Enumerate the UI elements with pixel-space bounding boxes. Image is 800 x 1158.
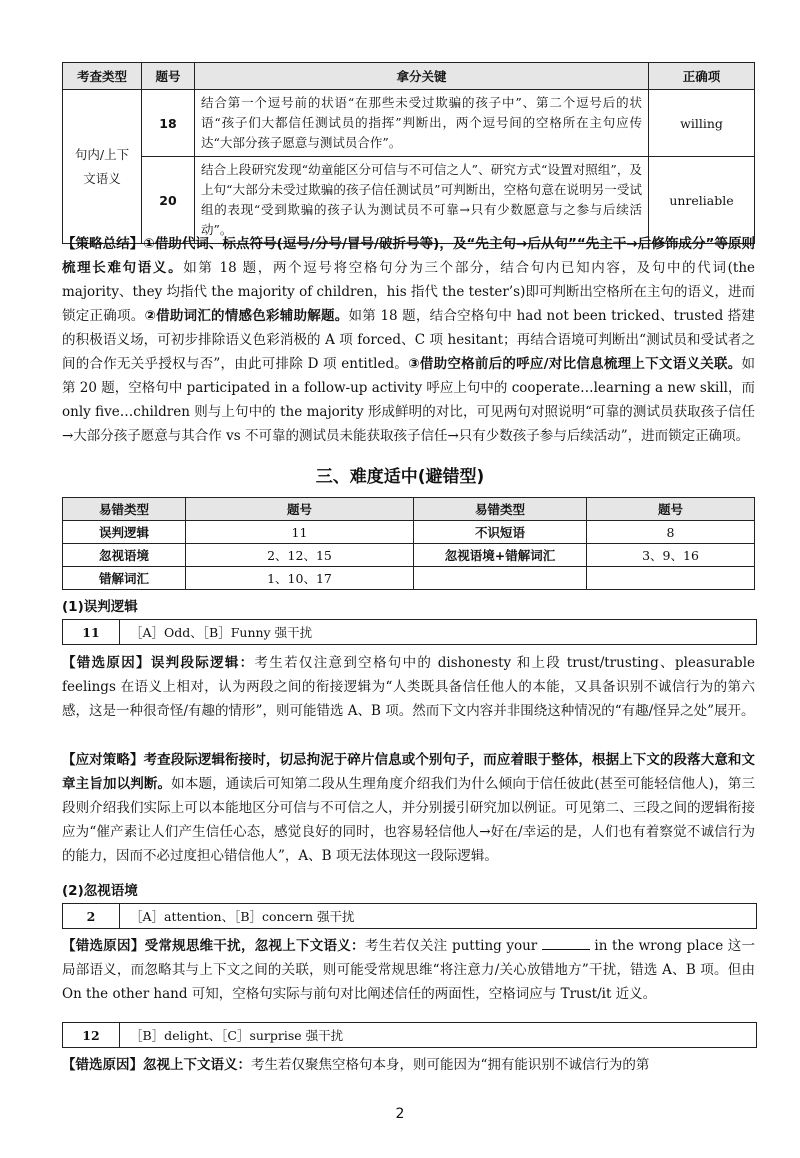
col-header: 题号 [186, 498, 414, 521]
cell [414, 567, 587, 590]
col-header: 易错类型 [414, 498, 587, 521]
strategy-point-2: ②借助词汇的情感色彩辅助解题。 [144, 308, 349, 324]
strategy-text-1: 如第 18 题，两个逗号将空格句分为三个部分，结合句内已知内容，及句中的代词(the majority、they 均指代 the majority of children，his 指代 the tester’s)即可判断出空格所在主句的语义，进而锁定正确项。 [62, 260, 755, 324]
key-text: 结合第一个逗号前的状语“在那些未受过欺骗的孩子中”、第二个逗号后的状语“孩子们大都信任测试员的指挥”判断出，两个逗号间的空格所在主句应传达“大部分孩子愿意与测试员合作”。 [195, 90, 649, 157]
reason-label: 【错选原因】 [62, 655, 151, 671]
reason-text: 考生若仅聚焦空格句本身，则可能因为“拥有能识别不诚信行为的第 [251, 1057, 650, 1073]
question-num: 18 [142, 90, 195, 157]
strategy-label: 【策略总结】 [62, 236, 144, 252]
strategy-paragraph [62, 748, 755, 868]
question-box [62, 619, 757, 645]
strategy-heading: 考查段际逻辑衔接时，切忌拘泥于碎片信息或个别句子，而应着眼于整体，根据上下文的段落大意和文章主旨加以判断。 [62, 752, 756, 792]
question-num: 12 [63, 1023, 120, 1047]
reason-paragraph [62, 651, 755, 723]
reason-label: 【错选原因】 [62, 938, 145, 954]
error-type-table [62, 497, 755, 590]
cell: 3、9、16 [587, 544, 755, 567]
reason-text-b: in the wrong place 这一局部语义，而忽略其与上下文之间的关联，则可能受常规思维“将注意力/关心放错地方”干扰，错选 A、B 项。但由 On the other hand 可知，空格句实际与前句对比阐述信任的两面性，空格词应与 Trust/it 近义。 [62, 938, 756, 1002]
cell: 11 [186, 521, 414, 544]
cell [587, 567, 755, 590]
reason-paragraph [62, 1053, 755, 1077]
strategy-text-3: 如第 20 题，空格句中 participated in a follow-up activity 呼应上句中的 cooperate…learning a new skill，而 only five…children 则与上句中的 the majority 形成鲜明的对比，可见两句对照说明“可靠的测试员获取孩子信任→大部分孩子愿意与其合作 vs 不可靠的测试员未能获取孩子信任→只有少数孩子参与后续活动”，进而锁定正确项。 [62, 356, 755, 444]
col-header-num: 题号 [142, 63, 195, 90]
reason-heading: 忽视上下文语义： [143, 1057, 251, 1073]
section-title: 三、难度适中(避错型) [315, 467, 485, 487]
col-header-answer: 正确项 [649, 63, 755, 90]
strategy-summary [62, 232, 755, 448]
question-num: 2 [63, 904, 120, 928]
question-options: ［B］delight、［C］surprise 强干扰 [130, 1028, 344, 1043]
col-header-type: 考查类型 [63, 63, 142, 90]
question-options: ［A］Odd、［B］Funny 强干扰 [130, 625, 313, 640]
question-box [62, 903, 757, 929]
question-num: 11 [63, 620, 120, 644]
strategy-label: 【应对策略】 [62, 752, 144, 768]
key-text: 结合上段研究发现“幼童能区分可信与不可信之人”、研究方式“设置对照组”，及上句“大部分未受过欺骗的孩子信任测试员”可判断出，空格句意在说明另一受试组的表现“受到欺骗的孩子认为测试员不可靠→只有少数愿意与之参与后续活动”。 [195, 157, 649, 244]
subsection-title: (2)忽视语境 [62, 883, 138, 899]
col-header-key: 拿分关键 [195, 63, 649, 90]
page-number: 2 [395, 1106, 405, 1122]
question-box [62, 1022, 757, 1048]
question-num: 20 [142, 157, 195, 244]
strategy-text-2: 如第 18 题，结合空格句中 had not been tricked、trusted 搭建的积极语义场，可初步排除语义色彩消极的 A 项 forced、C 项 hesitant；再结合语境可判断出“测试员和受试者之间的合作无关乎授权与否”，由此可排除 D 项 entitled。 [62, 308, 756, 372]
reason-heading: 误判段际逻辑： [150, 655, 255, 671]
table-row [63, 521, 755, 544]
table-row [63, 567, 755, 590]
answer-cell: willing [649, 90, 755, 157]
strategy-text: 如本题，通读后可知第二段从生理角度介绍我们为什么倾向于信任彼此(甚至可能轻信他人)，第三段则介绍我们实际上可以本能地区分可信与不可信之人，并分别援引研究加以例证。可见第二、三段之间的逻辑衔接应为“催产素让人们产生信任心态，感觉良好的同时，也容易轻信他人→好在/幸运的是，人们也有着察觉不诚信行为的能力，因而不必过度担心错信他人”，A、B 项无法体现这一段际逻辑。 [62, 776, 755, 864]
cell: 不识短语 [414, 521, 587, 544]
strategy-point-3: ③借助空格前后的呼应/对比信息梳理上下文语义关联。 [408, 356, 742, 372]
cell: 错解词汇 [63, 567, 186, 590]
cell: 8 [587, 521, 755, 544]
reason-paragraph [62, 934, 755, 1006]
table-row [63, 544, 755, 567]
strategy-point-1: ①借助代词、标点符号(逗号/分号/冒号/破折号等)，及“先主句→后从句”“先主干→后修饰成分”等原则梳理长难句语义。 [62, 236, 755, 276]
cell: 2、12、15 [186, 544, 414, 567]
blank-line [542, 949, 590, 950]
col-header: 易错类型 [63, 498, 186, 521]
cell: 忽视语境 [63, 544, 186, 567]
cell: 忽视语境+错解词汇 [414, 544, 587, 567]
reason-heading: 受常规思维干扰，忽视上下文语义： [144, 938, 365, 954]
table-row [63, 157, 755, 244]
subsection-title: (1)误判逻辑 [62, 599, 138, 615]
col-header: 题号 [587, 498, 755, 521]
cell: 1、10、17 [186, 567, 414, 590]
category-cell: 句内/上下文语义 [63, 90, 142, 244]
table-row [63, 90, 755, 157]
cell: 误判逻辑 [63, 521, 186, 544]
reason-text: 考生若仅注意到空格句中的 dishonesty 和上段 trust/trusting、pleasurable feelings 在语义上相对，认为两段之间的衔接逻辑为“人类既具备信任他人的本能，又具备识别不诚信行为的第六感，这是一种很奇怪/有趣的情形”，则可能错选 A、B 项。然而下文内容并非围绕这种情况的“有趣/怪异之处”展开。 [62, 655, 756, 719]
answer-key-table [62, 62, 755, 244]
reason-text-a: 考生若仅关注 putting your [364, 938, 538, 954]
question-options: ［A］attention、［B］concern 强干扰 [130, 909, 355, 924]
answer-cell: unreliable [649, 157, 755, 244]
reason-label: 【错选原因】 [62, 1057, 143, 1073]
